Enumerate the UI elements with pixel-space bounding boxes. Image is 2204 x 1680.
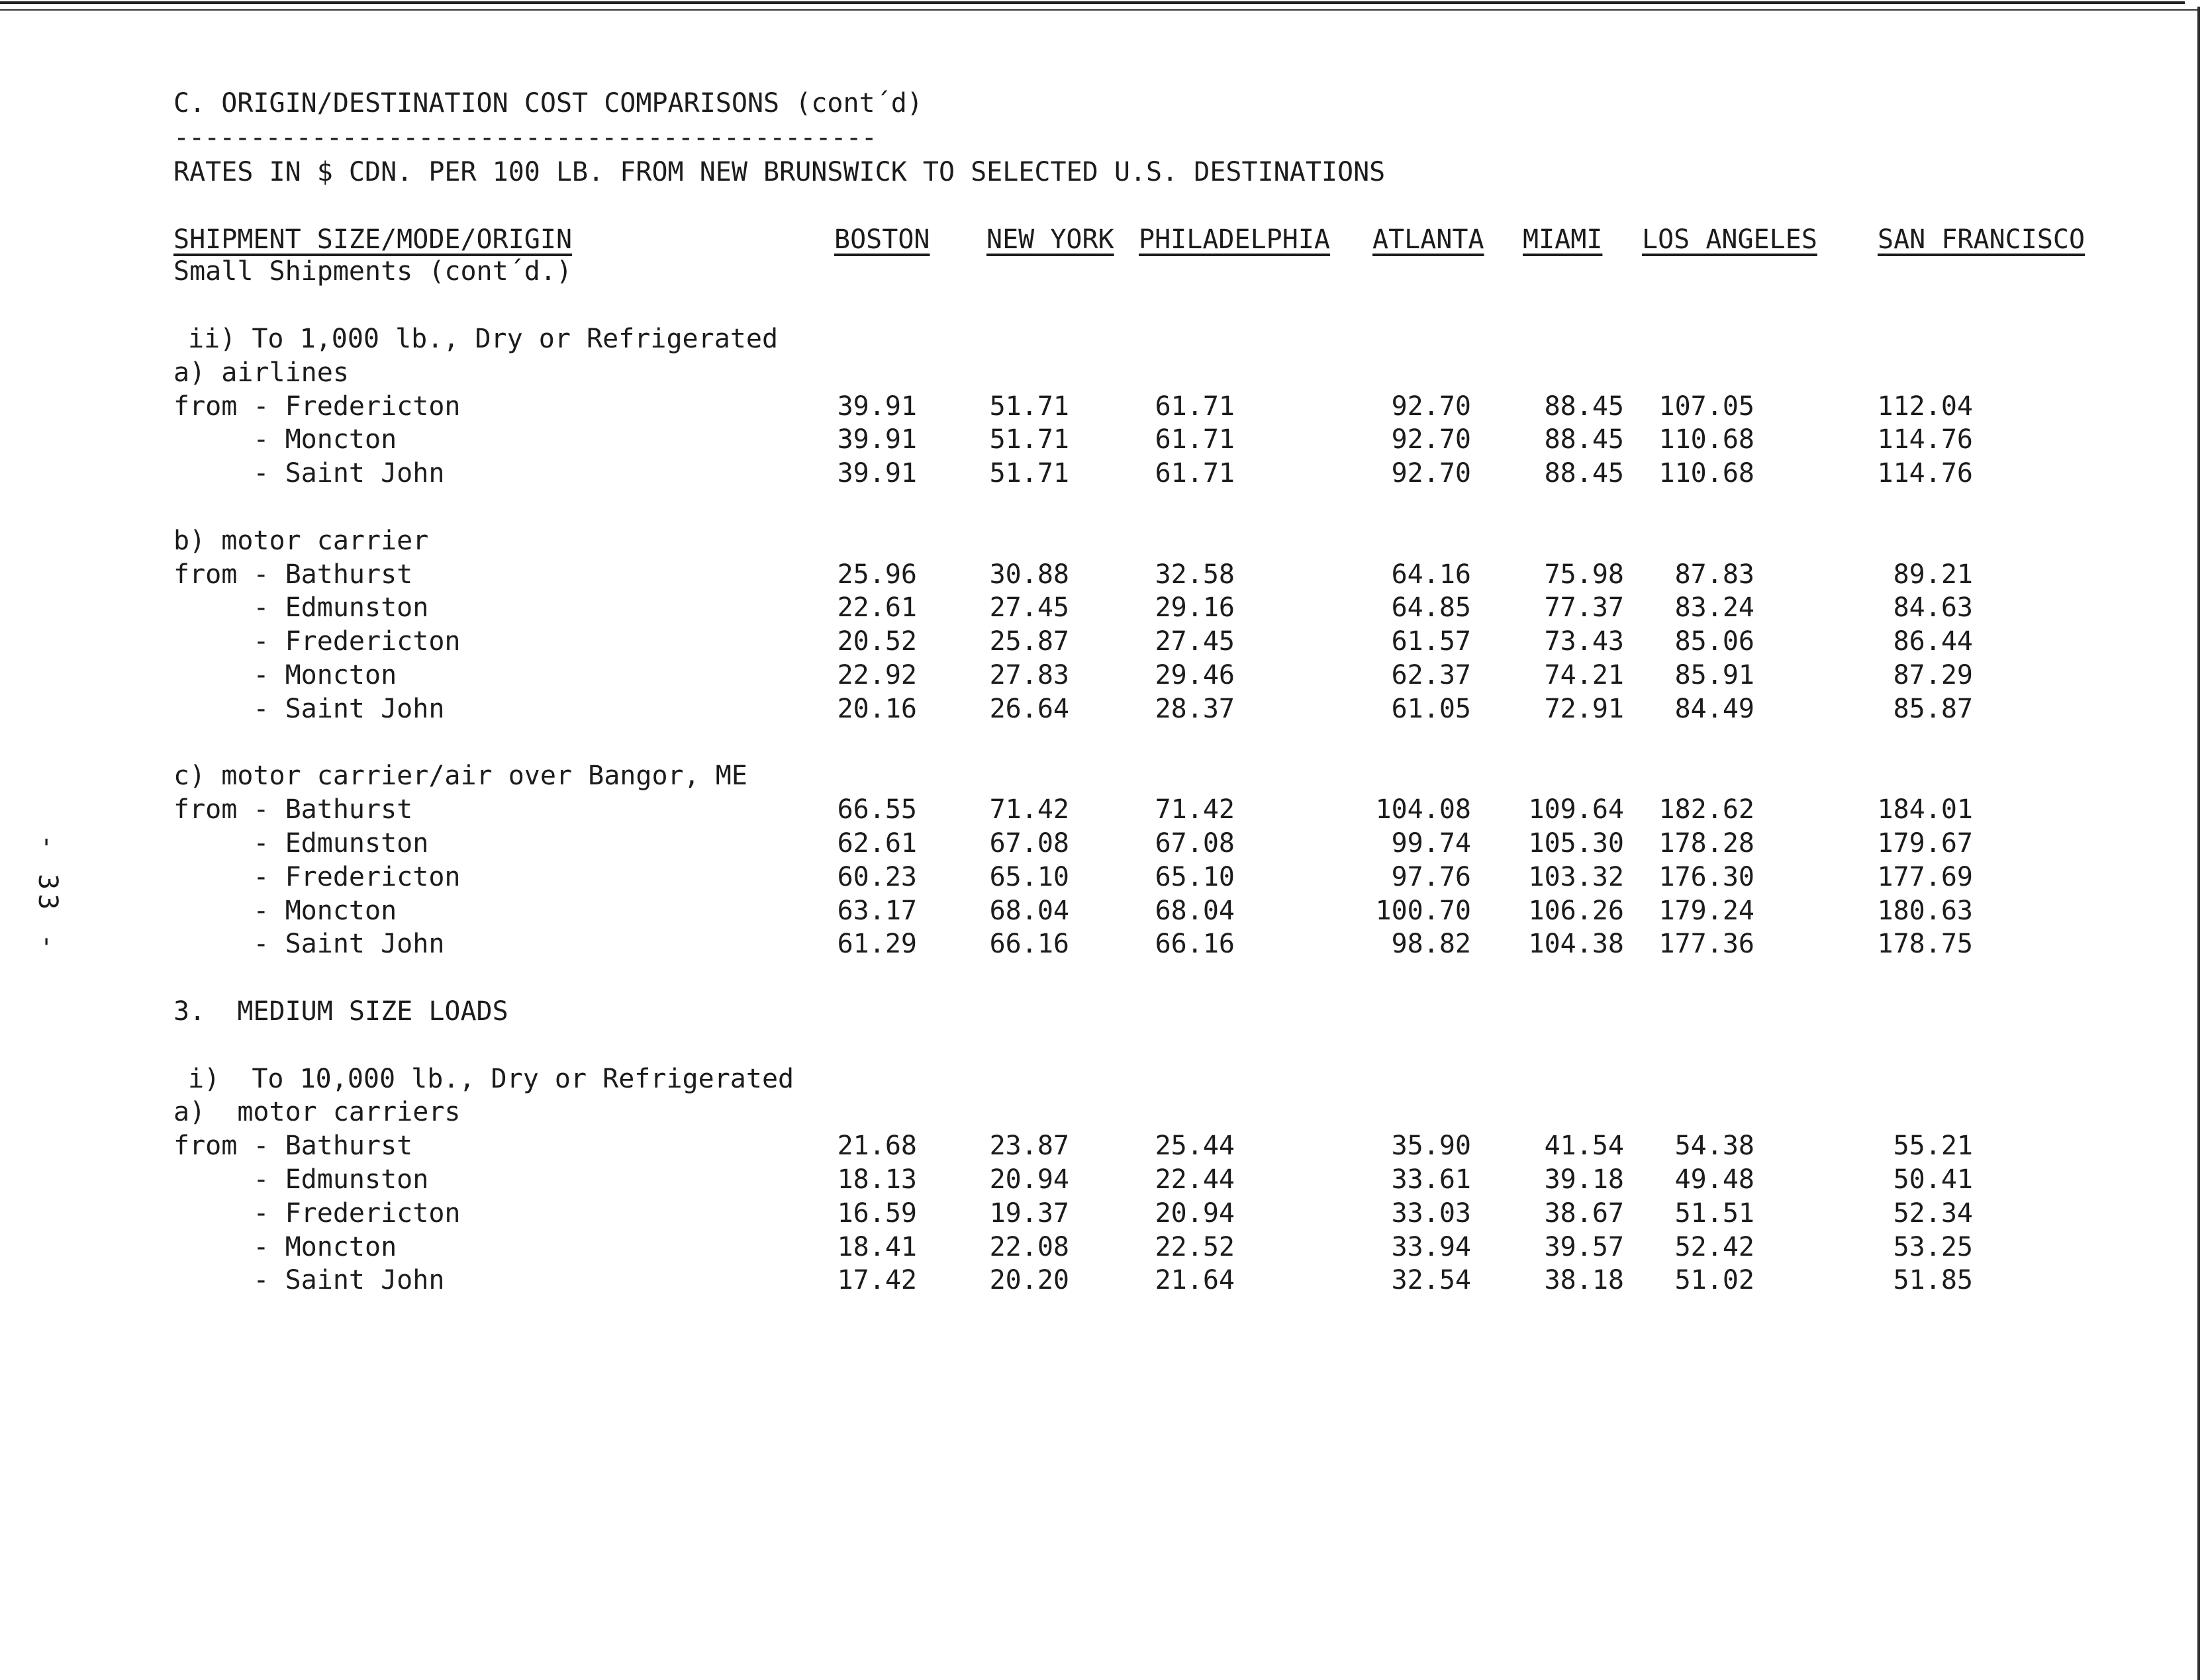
rate-cell: 25.87	[989, 626, 1069, 657]
top-border-inner	[0, 9, 2198, 11]
rate-cell: 89.21	[1893, 559, 1973, 590]
section-heading: ii) To 1,000 lb., Dry or Refrigerated	[188, 324, 779, 354]
rate-cell: 74.21	[1544, 660, 1624, 690]
rate-cell: 17.42	[837, 1265, 917, 1295]
rate-cell: 77.37	[1544, 592, 1624, 623]
rate-cell: 87.83	[1674, 559, 1754, 590]
rate-cell: 92.70	[1391, 424, 1471, 455]
page-edge	[2197, 7, 2200, 1680]
rate-cell: 64.16	[1391, 559, 1471, 590]
row-origin-label: - Fredericton	[173, 1198, 461, 1229]
rate-cell: 85.87	[1893, 694, 1973, 724]
row-origin-label: - Saint John	[173, 694, 445, 724]
rate-cell: 92.70	[1391, 391, 1471, 422]
rate-cell: 61.71	[1155, 391, 1235, 422]
rate-cell: 179.24	[1658, 896, 1754, 926]
rate-cell: 83.24	[1674, 592, 1754, 623]
rate-cell: 114.76	[1877, 424, 1973, 455]
rate-cell: 51.71	[989, 391, 1069, 422]
rate-cell: 177.69	[1877, 862, 1973, 892]
rate-cell: 65.10	[1155, 862, 1235, 892]
rate-cell: 51.71	[989, 424, 1069, 455]
rate-cell: 62.61	[837, 828, 917, 859]
rate-cell: 23.87	[989, 1131, 1069, 1161]
rate-cell: 112.04	[1877, 391, 1973, 422]
section-heading: 3. MEDIUM SIZE LOADS	[173, 996, 508, 1027]
rate-cell: 39.18	[1544, 1164, 1624, 1195]
rate-cell: 88.45	[1544, 424, 1624, 455]
rate-cell: 184.01	[1877, 794, 1973, 825]
rate-cell: 88.45	[1544, 458, 1624, 489]
section-heading: a) motor carriers	[173, 1097, 461, 1127]
title-underline: ----------------------------------------------	[173, 122, 877, 153]
rate-cell: 105.30	[1528, 828, 1624, 859]
rate-cell: 28.37	[1155, 694, 1235, 724]
section-subheader: Small Shipments (cont´d.)	[173, 256, 573, 287]
rate-cell: 65.10	[989, 862, 1069, 892]
rate-cell: 33.61	[1391, 1164, 1471, 1195]
rate-cell: 61.57	[1391, 626, 1471, 657]
column-header-boston: BOSTON	[834, 224, 930, 255]
rate-cell: 35.90	[1391, 1131, 1471, 1161]
rate-cell: 84.63	[1893, 592, 1973, 623]
rate-cell: 92.70	[1391, 458, 1471, 489]
rate-cell: 33.03	[1391, 1198, 1471, 1229]
rate-cell: 64.85	[1391, 592, 1471, 623]
rate-cell: 38.67	[1544, 1198, 1624, 1229]
rate-cell: 18.41	[837, 1232, 917, 1262]
rate-cell: 39.91	[837, 391, 917, 422]
rate-cell: 20.16	[837, 694, 917, 724]
rate-cell: 179.67	[1877, 828, 1973, 859]
rate-cell: 68.04	[1155, 896, 1235, 926]
rate-cell: 32.58	[1155, 559, 1235, 590]
section-heading: c) motor carrier/air over Bangor, ME	[173, 761, 747, 791]
rate-cell: 61.29	[837, 929, 917, 959]
rate-cell: 86.44	[1893, 626, 1973, 657]
rate-cell: 103.32	[1528, 862, 1624, 892]
rate-cell: 38.18	[1544, 1265, 1624, 1295]
rate-cell: 75.98	[1544, 559, 1624, 590]
column-header-new-york: NEW YORK	[986, 224, 1114, 255]
rate-cell: 177.36	[1658, 929, 1754, 959]
rate-cell: 67.08	[1155, 828, 1235, 859]
rate-cell: 16.59	[837, 1198, 917, 1229]
rate-cell: 39.91	[837, 424, 917, 455]
rate-cell: 72.91	[1544, 694, 1624, 724]
row-origin-label: - Edmunston	[173, 828, 429, 859]
column-header-los-angeles: LOS ANGELES	[1642, 224, 1817, 255]
rate-cell: 51.51	[1674, 1198, 1754, 1229]
rate-cell: 180.63	[1877, 896, 1973, 926]
rate-cell: 73.43	[1544, 626, 1624, 657]
rate-cell: 85.06	[1674, 626, 1754, 657]
row-origin-label: - Fredericton	[173, 862, 461, 892]
rate-cell: 39.57	[1544, 1232, 1624, 1262]
rate-cell: 178.75	[1877, 929, 1973, 959]
column-header-atlanta: ATLANTA	[1372, 224, 1484, 255]
section-heading: a) airlines	[173, 357, 349, 388]
rate-cell: 21.64	[1155, 1265, 1235, 1295]
rate-cell: 61.71	[1155, 424, 1235, 455]
rate-cell: 29.46	[1155, 660, 1235, 690]
rate-cell: 110.68	[1658, 458, 1754, 489]
rate-cell: 100.70	[1375, 896, 1471, 926]
rate-cell: 114.76	[1877, 458, 1973, 489]
row-origin-label: - Edmunston	[173, 592, 429, 623]
rate-cell: 97.76	[1391, 862, 1471, 892]
rate-cell: 52.42	[1674, 1232, 1754, 1262]
rate-cell: 63.17	[837, 896, 917, 926]
rate-cell: 20.52	[837, 626, 917, 657]
rate-cell: 26.64	[989, 694, 1069, 724]
column-header-philadelphia: PHILADELPHIA	[1139, 224, 1330, 255]
section-heading: b) motor carrier	[173, 526, 429, 556]
rate-cell: 22.52	[1155, 1232, 1235, 1262]
rate-cell: 106.26	[1528, 896, 1624, 926]
page-subtitle: RATES IN $ CDN. PER 100 LB. FROM NEW BRUNSWICK TO SELECTED U.S. DESTINATIONS	[173, 157, 1386, 187]
rate-cell: 52.34	[1893, 1198, 1973, 1229]
rate-cell: 49.48	[1674, 1164, 1754, 1195]
row-origin-label: - Fredericton	[173, 626, 461, 657]
row-origin-label: - Moncton	[173, 896, 397, 926]
rate-cell: 20.94	[1155, 1198, 1235, 1229]
rate-cell: 51.02	[1674, 1265, 1754, 1295]
row-origin-label: - Saint John	[173, 1265, 445, 1295]
rate-cell: 50.41	[1893, 1164, 1973, 1195]
rate-cell: 29.16	[1155, 592, 1235, 623]
column-header-san-francisco: SAN FRANCISCO	[1878, 224, 2085, 255]
rate-cell: 66.16	[1155, 929, 1235, 959]
row-origin-label: from - Bathurst	[173, 1131, 413, 1161]
row-origin-label: - Moncton	[173, 660, 397, 690]
rate-cell: 176.30	[1658, 862, 1754, 892]
rate-cell: 110.68	[1658, 424, 1754, 455]
rate-cell: 22.08	[989, 1232, 1069, 1262]
rate-cell: 53.25	[1893, 1232, 1973, 1262]
rate-cell: 27.45	[1155, 626, 1235, 657]
rate-cell: 30.88	[989, 559, 1069, 590]
rate-cell: 98.82	[1391, 929, 1471, 959]
rate-cell: 32.54	[1391, 1265, 1471, 1295]
rate-cell: 61.05	[1391, 694, 1471, 724]
row-origin-label: - Edmunston	[173, 1164, 429, 1195]
rate-cell: 104.38	[1528, 929, 1624, 959]
rate-cell: 109.64	[1528, 794, 1624, 825]
top-border	[0, 1, 2185, 4]
rate-cell: 25.44	[1155, 1131, 1235, 1161]
page-title: C. ORIGIN/DESTINATION COST COMPARISONS (cont´d)	[173, 88, 923, 118]
row-origin-label: - Moncton	[173, 1232, 397, 1262]
rate-cell: 41.54	[1544, 1131, 1624, 1161]
origin-column-header: SHIPMENT SIZE/MODE/ORIGIN	[173, 224, 573, 255]
rate-cell: 62.37	[1391, 660, 1471, 690]
rate-cell: 54.38	[1674, 1131, 1754, 1161]
rate-cell: 61.71	[1155, 458, 1235, 489]
rate-cell: 33.94	[1391, 1232, 1471, 1262]
row-origin-label: - Saint John	[173, 458, 445, 489]
rate-cell: 20.94	[989, 1164, 1069, 1195]
rate-cell: 60.23	[837, 862, 917, 892]
column-header-miami: MIAMI	[1523, 224, 1603, 255]
rate-cell: 55.21	[1893, 1131, 1973, 1161]
rate-cell: 68.04	[989, 896, 1069, 926]
rate-cell: 27.83	[989, 660, 1069, 690]
rate-cell: 84.49	[1674, 694, 1754, 724]
row-origin-label: - Moncton	[173, 424, 397, 455]
rate-cell: 67.08	[989, 828, 1069, 859]
rate-cell: 51.71	[989, 458, 1069, 489]
rate-cell: 85.91	[1674, 660, 1754, 690]
rate-cell: 71.42	[1155, 794, 1235, 825]
section-heading: i) To 10,000 lb., Dry or Refrigerated	[188, 1064, 794, 1094]
rate-cell: 39.91	[837, 458, 917, 489]
rate-cell: 25.96	[837, 559, 917, 590]
rate-cell: 19.37	[989, 1198, 1069, 1229]
rate-cell: 66.55	[837, 794, 917, 825]
rate-cell: 104.08	[1375, 794, 1471, 825]
rate-cell: 87.29	[1893, 660, 1973, 690]
rate-cell: 27.45	[989, 592, 1069, 623]
rate-cell: 71.42	[989, 794, 1069, 825]
rate-cell: 51.85	[1893, 1265, 1973, 1295]
row-origin-label: from - Fredericton	[173, 391, 461, 422]
rate-cell: 88.45	[1544, 391, 1624, 422]
row-origin-label: from - Bathurst	[173, 794, 413, 825]
rate-cell: 182.62	[1658, 794, 1754, 825]
rate-cell: 22.92	[837, 660, 917, 690]
rate-cell: 66.16	[989, 929, 1069, 959]
row-origin-label: - Saint John	[173, 929, 445, 959]
rate-cell: 107.05	[1658, 391, 1754, 422]
rate-cell: 18.13	[837, 1164, 917, 1195]
rate-cell: 22.61	[837, 592, 917, 623]
rate-cell: 21.68	[837, 1131, 917, 1161]
page-number: - 33 -	[32, 834, 63, 954]
row-origin-label: from - Bathurst	[173, 559, 413, 590]
rate-cell: 99.74	[1391, 828, 1471, 859]
rate-cell: 178.28	[1658, 828, 1754, 859]
rate-cell: 20.20	[989, 1265, 1069, 1295]
rate-cell: 22.44	[1155, 1164, 1235, 1195]
